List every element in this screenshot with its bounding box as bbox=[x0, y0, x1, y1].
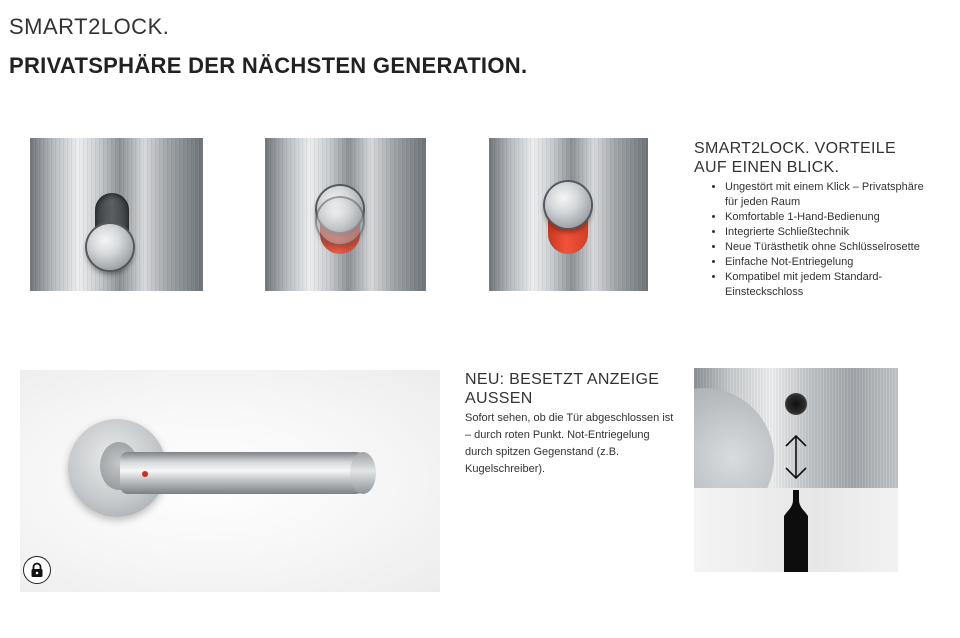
product-photo-unlocked bbox=[30, 138, 203, 291]
brand-title: SMART2LOCK. bbox=[9, 14, 170, 39]
handle-lever-end bbox=[350, 452, 376, 494]
page-headline: PRIVATSPHÄRE DER NÄCHSTEN GENERATION. bbox=[9, 53, 528, 78]
neu-heading: NEU: BESETZT ANZEIGE AUSSEN bbox=[465, 371, 660, 407]
lock-knob-motion bbox=[317, 198, 363, 244]
lock-button[interactable] bbox=[23, 556, 51, 584]
list-item: • Ungestört mit einem Klick – Privatsphäre für jeden Raum bbox=[725, 180, 925, 210]
product-photo-turning bbox=[265, 138, 426, 291]
double-arrow-icon bbox=[780, 432, 812, 482]
lock-icon bbox=[30, 562, 44, 578]
emergency-release-detail-image bbox=[694, 368, 898, 572]
list-item: • Kompatibel mit jedem Standard-Einsteckschloss bbox=[725, 270, 925, 300]
handle-lever bbox=[120, 452, 376, 494]
list-item: • Neue Türästhetik ohne Schlüsselrosette bbox=[725, 240, 925, 255]
neu-description: Sofort sehen, ob die Tür abgeschlossen ist – durch roten Punkt. Not-Entriegelung durch spitzen Gegenstand (z.B. Kugelschreiber). bbox=[465, 412, 674, 475]
list-item: • Integrierte Schließtechnik bbox=[725, 225, 925, 240]
door-handle-image bbox=[20, 370, 440, 592]
list-item: • Einfache Not-Entriegelung bbox=[725, 255, 925, 270]
vorteile-heading-line1: SMART2LOCK. VORTEILE bbox=[694, 140, 896, 157]
product-photo-locked bbox=[489, 138, 648, 291]
vorteile-heading-line2: AUF EINEN BLICK. bbox=[694, 159, 840, 176]
release-hole bbox=[785, 393, 807, 415]
pen-tip-icon bbox=[778, 490, 814, 572]
vorteile-list bbox=[706, 180, 925, 300]
lock-knob bbox=[87, 224, 133, 270]
lock-knob bbox=[545, 182, 591, 228]
vorteile-heading bbox=[694, 139, 896, 177]
list-item: • Komfortable 1-Hand-Bedienung bbox=[725, 210, 925, 225]
occupied-indicator-dot bbox=[142, 471, 148, 477]
